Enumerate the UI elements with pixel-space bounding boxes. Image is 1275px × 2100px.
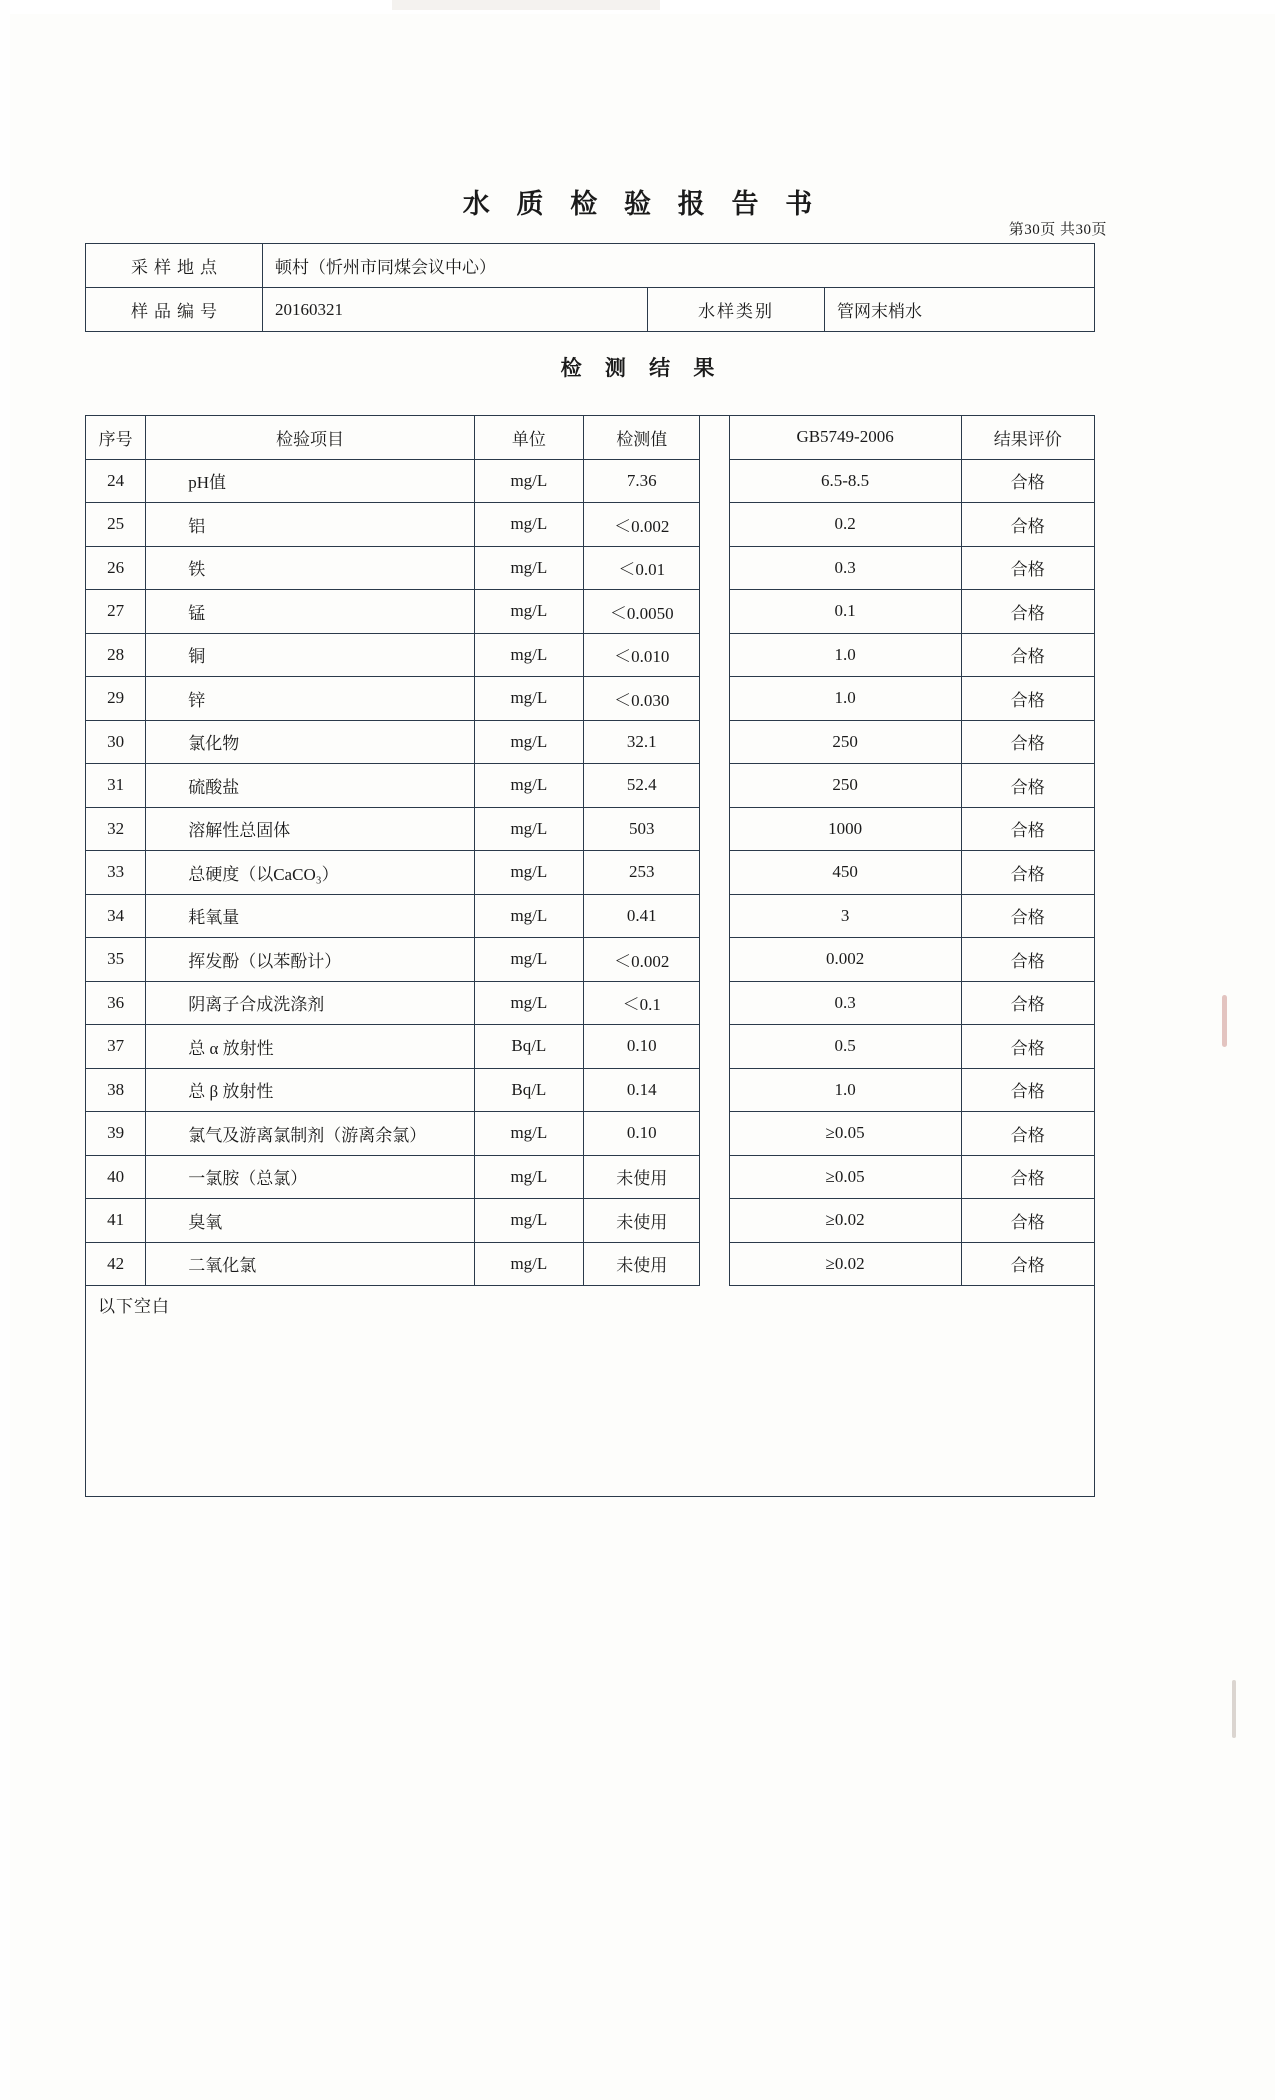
- cell-standard: 1.0: [729, 677, 961, 721]
- cell-item: 一氯胺（总氯）: [146, 1155, 475, 1199]
- cell-item: 溶解性总固体: [146, 807, 475, 851]
- cell-item: 氯化物: [146, 720, 475, 764]
- table-row: [86, 1025, 1095, 1069]
- table-row: [86, 546, 1095, 590]
- table-row: [86, 764, 1095, 808]
- cell-item: 氯气及游离氯制剂（游离余氯）: [146, 1112, 475, 1156]
- table-row: [86, 1199, 1095, 1243]
- column-header-value: 检测值: [584, 416, 700, 460]
- cell-spacer: [700, 1025, 729, 1069]
- cell-evaluation: 合格: [961, 1025, 1094, 1069]
- cell-evaluation: 合格: [961, 503, 1094, 547]
- cell-spacer: [700, 546, 729, 590]
- cell-no: 26: [86, 546, 146, 590]
- cell-spacer: [700, 1199, 729, 1243]
- scan-artifact-top-shadow: [392, 0, 660, 10]
- cell-no: 27: [86, 590, 146, 634]
- column-header-evaluation: 结果评价: [961, 416, 1094, 460]
- table-row: [86, 288, 1095, 332]
- cell-unit: mg/L: [474, 894, 583, 938]
- cell-standard: 450: [729, 851, 961, 895]
- column-header-unit: 单位: [474, 416, 583, 460]
- table-row: [86, 807, 1095, 851]
- cell-spacer: [700, 459, 729, 503]
- cell-evaluation: 合格: [961, 1112, 1094, 1156]
- cell-value: 253: [584, 851, 700, 895]
- scan-artifact-right-lower: [1232, 1680, 1236, 1738]
- cell-spacer: [700, 633, 729, 677]
- page-title: 水 质 检 验 报 告 书: [462, 189, 823, 219]
- blank-note: 以下空白: [98, 1297, 170, 1316]
- cell-item: 铁: [146, 546, 475, 590]
- cell-no: 35: [86, 938, 146, 982]
- cell-value: ＜0.01: [584, 546, 700, 590]
- cell-no: 29: [86, 677, 146, 721]
- cell-no: 40: [86, 1155, 146, 1199]
- cell-value: ＜0.002: [584, 938, 700, 982]
- cell-item: 二氧化氯: [146, 1242, 475, 1286]
- water-type-label: 水样类别: [648, 288, 825, 332]
- cell-unit: mg/L: [474, 981, 583, 1025]
- table-row: [86, 244, 1095, 288]
- cell-spacer: [700, 851, 729, 895]
- cell-value: ＜0.1: [584, 981, 700, 1025]
- results-table: [85, 415, 1095, 1286]
- cell-evaluation: 合格: [961, 1068, 1094, 1112]
- cell-no: 37: [86, 1025, 146, 1069]
- cell-no: 30: [86, 720, 146, 764]
- table-row: [86, 894, 1095, 938]
- cell-standard: 0.1: [729, 590, 961, 634]
- table-row: [86, 677, 1095, 721]
- cell-evaluation: 合格: [961, 633, 1094, 677]
- cell-standard: 250: [729, 764, 961, 808]
- cell-standard: ≥0.05: [729, 1155, 961, 1199]
- cell-evaluation: 合格: [961, 677, 1094, 721]
- cell-value: 0.14: [584, 1068, 700, 1112]
- cell-unit: Bq/L: [474, 1025, 583, 1069]
- cell-unit: mg/L: [474, 459, 583, 503]
- cell-unit: mg/L: [474, 590, 583, 634]
- cell-no: 28: [86, 633, 146, 677]
- table-row: [86, 981, 1095, 1025]
- page-number: 第30页 共30页: [1008, 222, 1107, 238]
- cell-unit: mg/L: [474, 1155, 583, 1199]
- cell-no: 41: [86, 1199, 146, 1243]
- cell-spacer: [700, 503, 729, 547]
- column-header-standard: GB5749-2006: [729, 416, 961, 460]
- blank-area: [85, 1282, 1095, 1497]
- cell-value: ＜0.002: [584, 503, 700, 547]
- cell-spacer: [700, 590, 729, 634]
- cell-unit: mg/L: [474, 546, 583, 590]
- cell-value: 0.10: [584, 1112, 700, 1156]
- cell-evaluation: 合格: [961, 851, 1094, 895]
- scan-left-edge: [0, 0, 10, 2100]
- table-header-row: [86, 416, 1095, 460]
- cell-unit: mg/L: [474, 677, 583, 721]
- cell-evaluation: 合格: [961, 981, 1094, 1025]
- cell-spacer: [700, 1068, 729, 1112]
- cell-spacer: [700, 1155, 729, 1199]
- cell-no: 36: [86, 981, 146, 1025]
- cell-item: 硫酸盐: [146, 764, 475, 808]
- cell-unit: mg/L: [474, 807, 583, 851]
- cell-no: 42: [86, 1242, 146, 1286]
- cell-standard: 0.5: [729, 1025, 961, 1069]
- cell-evaluation: 合格: [961, 764, 1094, 808]
- cell-value: 52.4: [584, 764, 700, 808]
- cell-unit: mg/L: [474, 1112, 583, 1156]
- table-row: [86, 938, 1095, 982]
- water-type-value: 管网末梢水: [825, 288, 1095, 332]
- cell-unit: mg/L: [474, 1199, 583, 1243]
- cell-item: 锰: [146, 590, 475, 634]
- cell-value: 0.41: [584, 894, 700, 938]
- table-row: [86, 1242, 1095, 1286]
- column-header-no: 序号: [86, 416, 146, 460]
- cell-unit: mg/L: [474, 1242, 583, 1286]
- cell-evaluation: 合格: [961, 590, 1094, 634]
- cell-spacer: [700, 981, 729, 1025]
- sample-info-table: [85, 243, 1095, 332]
- cell-item: 锌: [146, 677, 475, 721]
- cell-unit: mg/L: [474, 720, 583, 764]
- cell-standard: 0.3: [729, 546, 961, 590]
- cell-value: 503: [584, 807, 700, 851]
- column-spacer: [700, 416, 729, 460]
- cell-evaluation: 合格: [961, 459, 1094, 503]
- results-table-wrap: [85, 415, 1095, 1286]
- cell-no: 39: [86, 1112, 146, 1156]
- cell-item: 总硬度（以CaCO₃）: [146, 851, 475, 895]
- cell-spacer: [700, 807, 729, 851]
- cell-spacer: [700, 1112, 729, 1156]
- cell-evaluation: 合格: [961, 1242, 1094, 1286]
- cell-standard: 1.0: [729, 1068, 961, 1112]
- table-row: [86, 590, 1095, 634]
- cell-evaluation: 合格: [961, 894, 1094, 938]
- cell-no: 38: [86, 1068, 146, 1112]
- cell-value: 未使用: [584, 1155, 700, 1199]
- cell-unit: mg/L: [474, 851, 583, 895]
- cell-item: 总 α 放射性: [146, 1025, 475, 1069]
- cell-value: 0.10: [584, 1025, 700, 1069]
- cell-standard: 0.002: [729, 938, 961, 982]
- cell-standard: 250: [729, 720, 961, 764]
- cell-standard: ≥0.05: [729, 1112, 961, 1156]
- table-row: [86, 851, 1095, 895]
- table-row: [86, 633, 1095, 677]
- table-row: [86, 503, 1095, 547]
- cell-spacer: [700, 764, 729, 808]
- cell-unit: mg/L: [474, 503, 583, 547]
- cell-item: 阴离子合成洗涤剂: [146, 981, 475, 1025]
- cell-unit: mg/L: [474, 633, 583, 677]
- cell-evaluation: 合格: [961, 807, 1094, 851]
- cell-standard: ≥0.02: [729, 1199, 961, 1243]
- sample-number-label: 样品编号: [86, 288, 263, 332]
- cell-standard: 1000: [729, 807, 961, 851]
- section-title: 检 测 结 果: [560, 356, 724, 380]
- cell-item: 铜: [146, 633, 475, 677]
- cell-value: ＜0.0050: [584, 590, 700, 634]
- cell-value: 未使用: [584, 1199, 700, 1243]
- scan-artifact-right-upper: [1222, 995, 1227, 1047]
- cell-spacer: [700, 894, 729, 938]
- cell-item: 臭氧: [146, 1199, 475, 1243]
- cell-item: 耗氧量: [146, 894, 475, 938]
- cell-no: 32: [86, 807, 146, 851]
- sampling-location-value: 顿村（忻州市同煤会议中心）: [263, 244, 1095, 288]
- sample-number-value: 20160321: [263, 288, 648, 332]
- table-row: [86, 1155, 1095, 1199]
- cell-standard: 0.2: [729, 503, 961, 547]
- cell-item: 挥发酚（以苯酚计）: [146, 938, 475, 982]
- table-row: [86, 1068, 1095, 1112]
- cell-standard: 6.5-8.5: [729, 459, 961, 503]
- cell-unit: Bq/L: [474, 1068, 583, 1112]
- cell-item: 总 β 放射性: [146, 1068, 475, 1112]
- cell-evaluation: 合格: [961, 1199, 1094, 1243]
- cell-no: 24: [86, 459, 146, 503]
- cell-evaluation: 合格: [961, 1155, 1094, 1199]
- cell-standard: ≥0.02: [729, 1242, 961, 1286]
- cell-spacer: [700, 677, 729, 721]
- cell-no: 25: [86, 503, 146, 547]
- cell-value: 未使用: [584, 1242, 700, 1286]
- sampling-location-label: 采样地点: [86, 244, 263, 288]
- cell-no: 33: [86, 851, 146, 895]
- column-header-item: 检验项目: [146, 416, 475, 460]
- cell-unit: mg/L: [474, 938, 583, 982]
- cell-standard: 0.3: [729, 981, 961, 1025]
- cell-value: 7.36: [584, 459, 700, 503]
- cell-spacer: [700, 1242, 729, 1286]
- table-row: [86, 459, 1095, 503]
- cell-spacer: [700, 720, 729, 764]
- cell-unit: mg/L: [474, 764, 583, 808]
- cell-item: 铝: [146, 503, 475, 547]
- cell-evaluation: 合格: [961, 546, 1094, 590]
- cell-standard: 1.0: [729, 633, 961, 677]
- cell-item: pH值: [146, 459, 475, 503]
- cell-no: 31: [86, 764, 146, 808]
- table-row: [86, 1112, 1095, 1156]
- table-row: [86, 720, 1095, 764]
- cell-spacer: [700, 938, 729, 982]
- cell-value: 32.1: [584, 720, 700, 764]
- cell-evaluation: 合格: [961, 938, 1094, 982]
- cell-standard: 3: [729, 894, 961, 938]
- cell-value: ＜0.030: [584, 677, 700, 721]
- cell-no: 34: [86, 894, 146, 938]
- cell-value: ＜0.010: [584, 633, 700, 677]
- cell-evaluation: 合格: [961, 720, 1094, 764]
